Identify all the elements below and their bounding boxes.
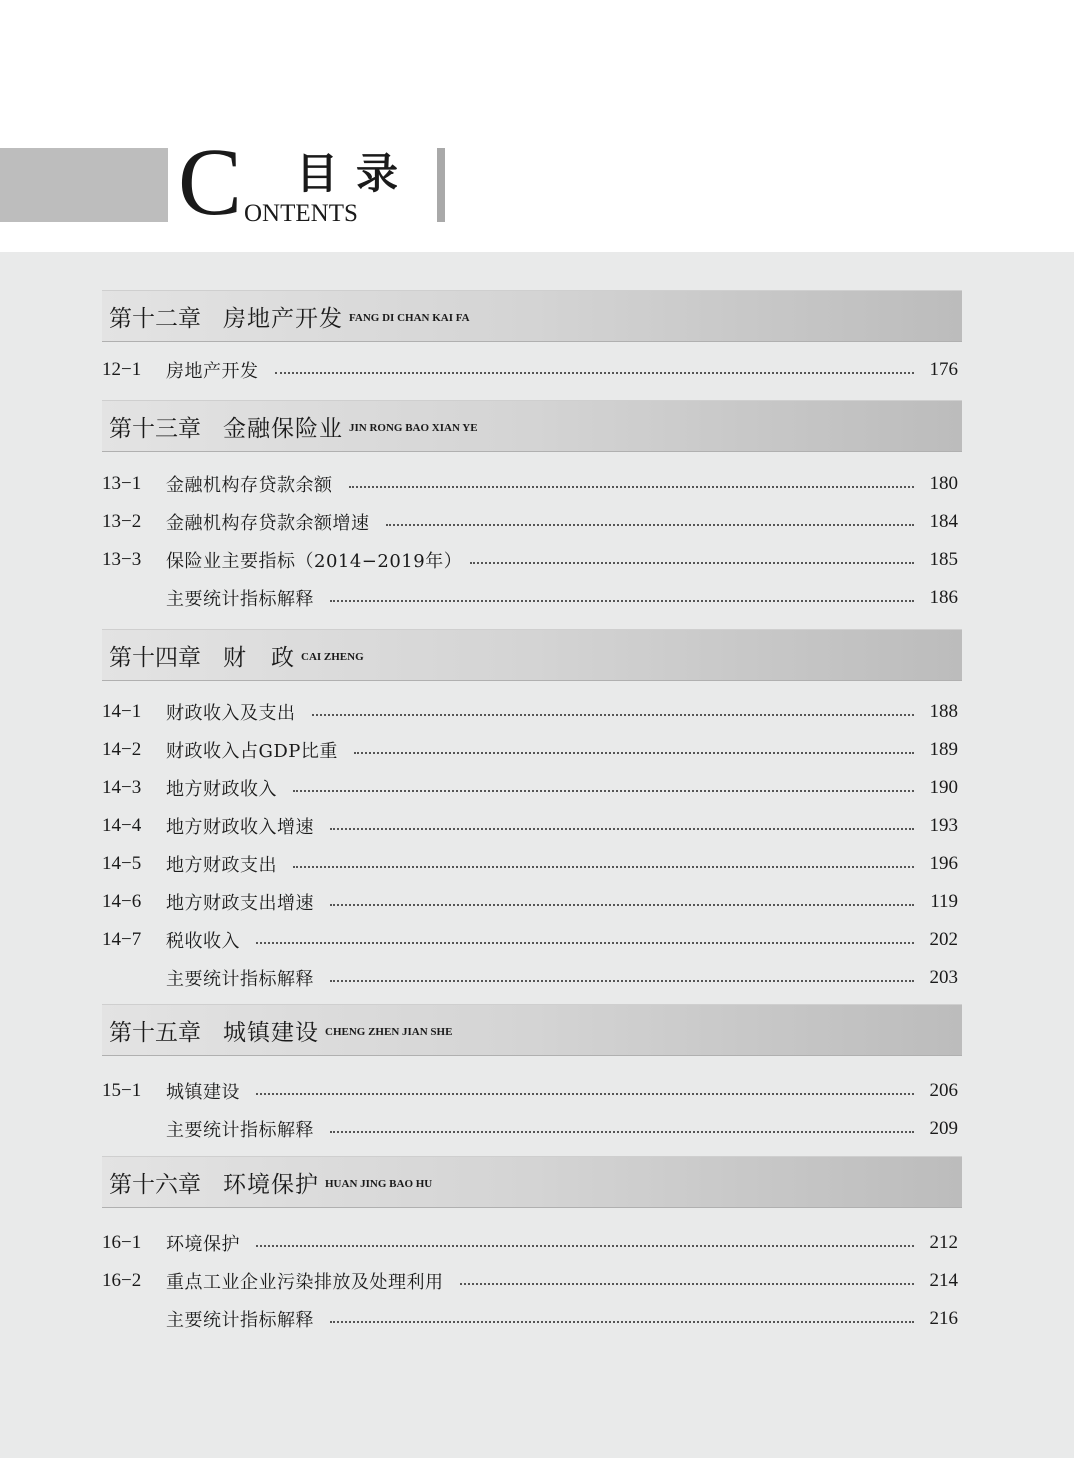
- chapter-title: 环境保护: [223, 1171, 319, 1198]
- entry-title: 地方财政收入: [166, 779, 277, 800]
- entry-title: 财政收入及支出: [166, 703, 296, 724]
- toc-entry[interactable]: [102, 547, 958, 573]
- entry-number: 15−1: [102, 1080, 142, 1101]
- entry-page: 206: [929, 1080, 958, 1101]
- dot-leader: [330, 980, 914, 982]
- chapter-pinyin: HUAN JING BAO HU: [325, 1178, 433, 1190]
- dot-leader: [460, 1283, 915, 1285]
- chapter-number: 第十二章: [109, 305, 201, 332]
- chapter-header: [102, 629, 962, 681]
- dot-leader: [293, 790, 914, 792]
- chapter-title: 城镇建设: [223, 1019, 319, 1046]
- entry-title: 城镇建设: [166, 1082, 240, 1103]
- contents-big-letter: C: [178, 128, 243, 235]
- entry-page: 189: [929, 739, 958, 760]
- toc-entry[interactable]: [102, 737, 958, 763]
- toc-entry[interactable]: [102, 927, 958, 953]
- entry-number: 13−2: [102, 511, 142, 532]
- toc-entry[interactable]: [102, 813, 958, 839]
- entry-title: 房地产开发: [166, 361, 259, 382]
- contents-title-cn: 目录: [296, 149, 417, 198]
- toc-entry[interactable]: [102, 1268, 958, 1294]
- entry-title: 地方财政支出增速: [166, 893, 314, 914]
- entry-page: 203: [929, 967, 958, 988]
- entry-page: 214: [929, 1270, 958, 1291]
- chapter-number: 第十六章: [109, 1171, 201, 1198]
- entry-page: 216: [929, 1308, 958, 1329]
- entry-page: 176: [929, 359, 958, 380]
- entry-number: 16−1: [102, 1232, 142, 1253]
- entry-page: 193: [929, 815, 958, 836]
- entry-title: 地方财政支出: [166, 855, 277, 876]
- toc-entry[interactable]: [102, 1230, 958, 1256]
- entry-page: 180: [929, 473, 958, 494]
- toc-entry[interactable]: [102, 585, 958, 611]
- dot-leader: [256, 1245, 914, 1247]
- contents-title: [178, 128, 448, 235]
- entry-page: 209: [929, 1118, 958, 1139]
- entry-number: 14−2: [102, 739, 142, 760]
- dot-leader: [330, 828, 914, 830]
- dot-leader: [349, 486, 915, 488]
- entry-number: 12−1: [102, 359, 142, 380]
- toc-entry[interactable]: [102, 509, 958, 535]
- entry-page: 185: [929, 549, 958, 570]
- chapter-title: 金融保险业: [223, 415, 343, 442]
- dot-leader: [330, 904, 914, 906]
- toc-entry[interactable]: [102, 1306, 958, 1332]
- entry-number: 13−3: [102, 549, 142, 570]
- chapter-pinyin: CHENG ZHEN JIAN SHE: [325, 1026, 453, 1038]
- entry-page: 184: [929, 511, 958, 532]
- chapter-header: [102, 1156, 962, 1208]
- entry-page: 212: [929, 1232, 958, 1253]
- entry-number: 14−5: [102, 853, 142, 874]
- entry-page: 188: [929, 701, 958, 722]
- entry-title: 税收收入: [166, 931, 240, 952]
- title-divider: [437, 148, 445, 222]
- entry-page: 202: [929, 929, 958, 950]
- toc-entry[interactable]: [102, 965, 958, 991]
- entry-page: 119: [930, 891, 958, 912]
- entry-title: 主要统计指标解释: [166, 1310, 314, 1331]
- toc-entry[interactable]: [102, 699, 958, 725]
- chapter-number: 第十五章: [109, 1019, 201, 1046]
- toc-entry[interactable]: [102, 851, 958, 877]
- chapter-pinyin: JIN RONG BAO XIAN YE: [349, 422, 478, 434]
- dot-leader: [256, 1093, 914, 1095]
- chapter-header: [102, 290, 962, 342]
- entry-page: 186: [929, 587, 958, 608]
- entry-title: 财政收入占GDP比重: [166, 741, 338, 762]
- entry-number: 14−3: [102, 777, 142, 798]
- dot-leader: [354, 752, 914, 754]
- entry-title: 环境保护: [166, 1234, 240, 1255]
- toc-entry[interactable]: [102, 775, 958, 801]
- toc-entry[interactable]: [102, 357, 958, 383]
- dot-leader: [330, 600, 914, 602]
- contents-title-en: ONTENTS: [244, 200, 358, 227]
- entry-number: 14−1: [102, 701, 142, 722]
- dot-leader: [386, 524, 915, 526]
- entry-title: 地方财政收入增速: [166, 817, 314, 838]
- entry-number: 16−2: [102, 1270, 142, 1291]
- chapter-header: [102, 400, 962, 452]
- entry-number: 14−7: [102, 929, 142, 950]
- entry-title: 主要统计指标解释: [166, 969, 314, 990]
- entry-title: 主要统计指标解释: [166, 1120, 314, 1141]
- dot-leader: [330, 1321, 914, 1323]
- entry-title: 主要统计指标解释: [166, 589, 314, 610]
- dot-leader: [275, 372, 915, 374]
- entry-number: 14−4: [102, 815, 142, 836]
- toc-entry[interactable]: [102, 1078, 958, 1104]
- toc-entry[interactable]: [102, 1116, 958, 1142]
- entry-title: 金融机构存贷款余额: [166, 475, 333, 496]
- dot-leader: [312, 714, 915, 716]
- dot-leader: [293, 866, 914, 868]
- header-gray-bar: [0, 148, 168, 222]
- entry-number: 13−1: [102, 473, 142, 494]
- toc-entry[interactable]: [102, 889, 958, 915]
- chapter-header: [102, 1004, 962, 1056]
- chapter-title: 财 政: [223, 644, 295, 671]
- dot-leader: [470, 562, 914, 564]
- entry-title: 重点工业企业污染排放及处理利用: [166, 1272, 444, 1293]
- chapter-number: 第十四章: [109, 644, 201, 671]
- entry-title: 金融机构存贷款余额增速: [166, 513, 370, 534]
- entry-page: 190: [929, 777, 958, 798]
- chapter-number: 第十三章: [109, 415, 201, 442]
- chapter-title: 房地产开发: [223, 305, 343, 332]
- entry-title: 保险业主要指标（2014−2019年）: [166, 551, 463, 572]
- toc-entry[interactable]: [102, 471, 958, 497]
- entry-page: 196: [929, 853, 958, 874]
- chapter-pinyin: CAI ZHENG: [301, 651, 364, 663]
- entry-number: 14−6: [102, 891, 142, 912]
- chapter-pinyin: FANG DI CHAN KAI FA: [349, 312, 470, 324]
- dot-leader: [330, 1131, 914, 1133]
- dot-leader: [256, 942, 914, 944]
